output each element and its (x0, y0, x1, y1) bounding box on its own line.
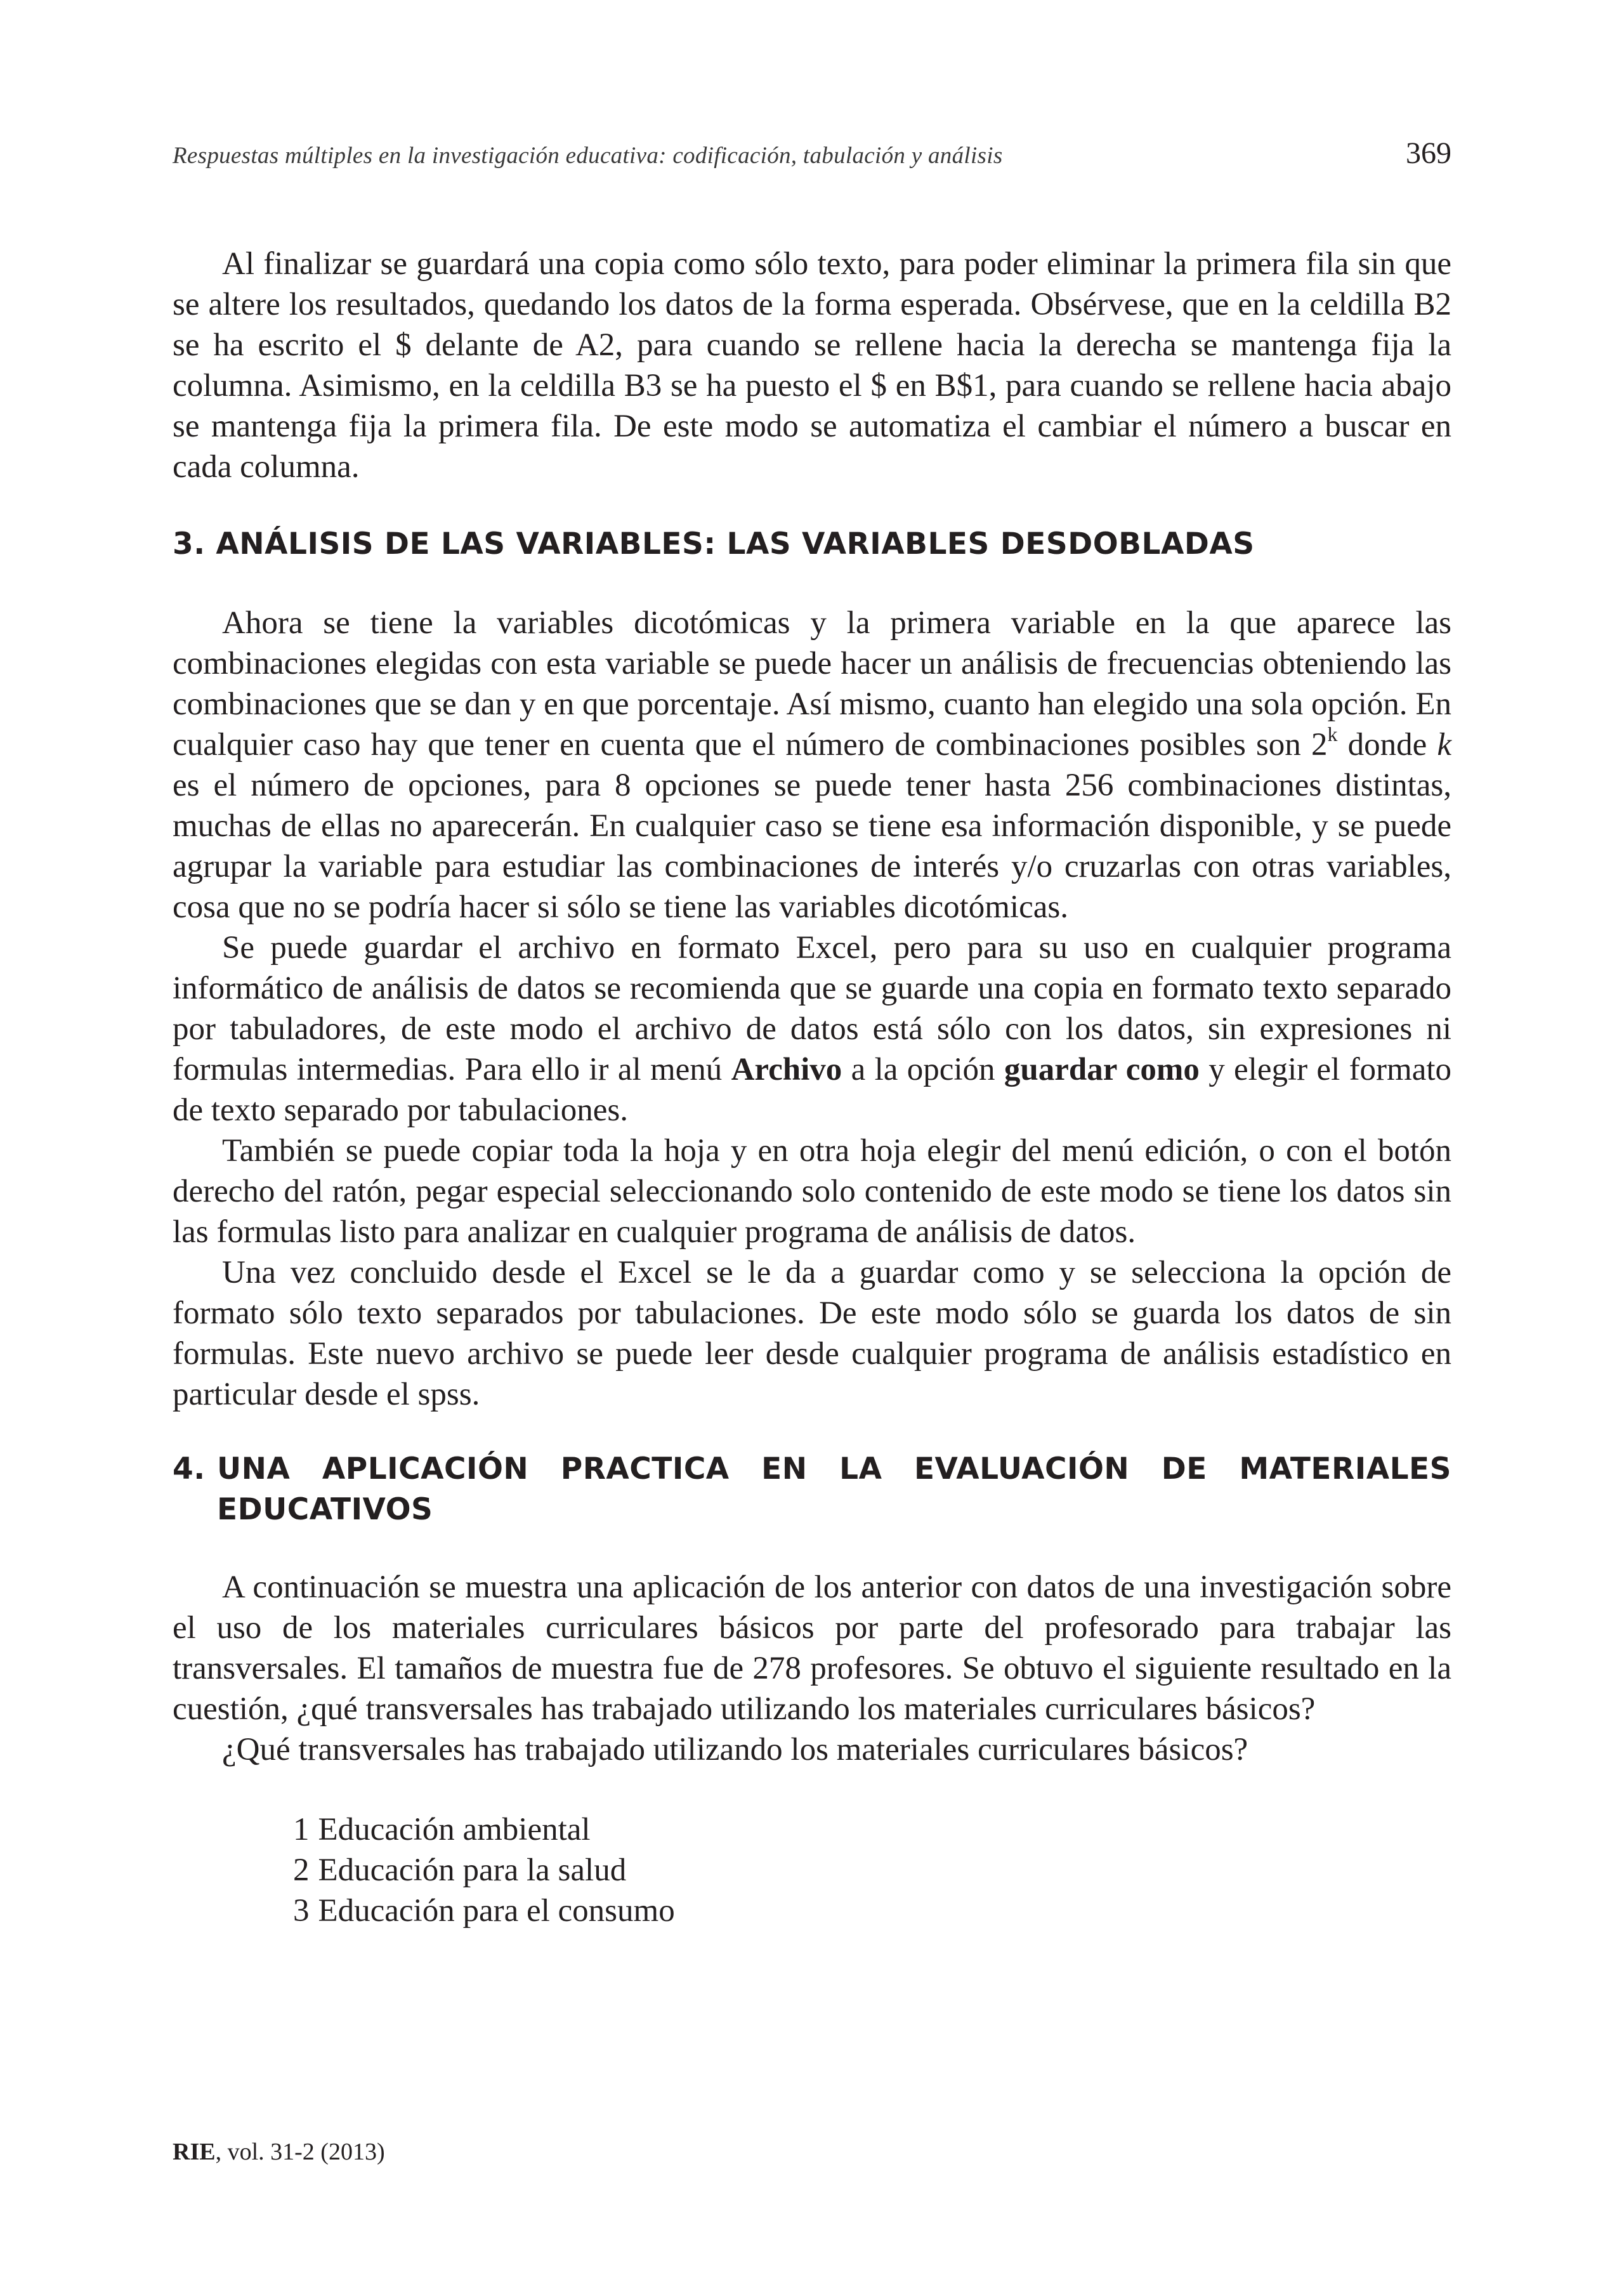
list-item (173, 1850, 1451, 1891)
main-content (173, 244, 1451, 1931)
options-list (173, 1809, 1451, 1931)
paragraph-3-text-c: y elegir el formato de texto separado por tabulaciones. (173, 1052, 1452, 1128)
section-4-title: UNA APLICACIÓN PRACTICA EN LA EVALUACIÓN DE MATERIALES EDUCATIVOS (217, 1452, 1451, 1527)
italic-k: k (1437, 727, 1452, 763)
page-footer (173, 2138, 385, 2166)
option-label: Educación ambiental (318, 1812, 591, 1847)
menu-archivo-bold: Archivo (731, 1052, 842, 1087)
page-number: 369 (1406, 136, 1451, 170)
option-number: 1 (293, 1812, 310, 1847)
paragraph-4: También se puede copiar toda la hoja y en otra hoja elegir del menú edición, o con el botón derecho del ratón, pegar especial seleccionando solo contenido de este modo se tiene los datos sin las formulas listo para analizar en cualquier programa de análisis de datos. (173, 1133, 1451, 1250)
paragraph-3-text-b: a la opción (842, 1052, 1004, 1087)
paragraph-2-text-c: es el número de opciones, para 8 opciones se puede tener hasta 256 combinaciones distintas, muchas de ellas no aparecerán. En cualquier caso se tiene esa información disponible, y se puede agrupar la variable para estudiar las combinaciones de interés y/o cruzarlas con otras variables, cosa que no se podría hacer si sólo se tiene las variables dicotómicas. (173, 768, 1451, 925)
paragraph-2-text-b: donde (1337, 727, 1437, 763)
survey-question: ¿Qué transversales has trabajado utilizando los materiales curriculares básicos? (222, 1732, 1248, 1767)
paragraph-6: A continuación se muestra una aplicación de los anterior con datos de una investigación sobre el uso de los materiales curriculares básicos por parte del profesorado para trabajar las transversales. El tamaños de muestra fue de 278 profesores. Se obtuvo el siguiente resultado en la cuestión, ¿qué transversales has trabajado utilizando los materiales curriculares básicos? (173, 1570, 1451, 1727)
guardar-como-bold: guardar como (1004, 1052, 1200, 1087)
paragraph-2 (173, 603, 1451, 927)
section-3-heading: 3. ANÁLISIS DE LAS VARIABLES: LAS VARIABLES DESDOBLADAS (173, 527, 1255, 561)
section-4-heading (173, 1449, 1451, 1530)
paragraph-2-text-a: Ahora se tiene la variables dicotómicas y la primera variable en la que aparece las combinaciones elegidas con esta variable se puede hacer un análisis de frecuencias obteniendo las combinaciones que se dan y en que porcentaje. Así mismo, cuanto han elegido una sola opción. En cualquier caso hay que tener en cuenta que el número de combinaciones posibles son 2 (173, 605, 1451, 763)
list-item (173, 1809, 1451, 1850)
list-item (173, 1891, 1451, 1931)
superscript-k: k (1327, 723, 1338, 745)
paragraph-3-text-a: Se puede guardar el archivo en formato Excel, pero para su uso en cualquier programa informático de análisis de datos se recomienda que se guarde una copia en formato texto separado por tabuladores, de este modo el archivo de datos está sólo con los datos, sin expresiones ni formulas intermedias. Para ello ir al menú (173, 930, 1451, 1087)
journal-name: RIE (173, 2139, 216, 2165)
option-label: Educación para la salud (318, 1852, 627, 1888)
journal-volume: , vol. 31-2 (2013) (215, 2139, 385, 2165)
running-title: Respuestas múltiples en la investigación educativa: codificación, tabulación y análisis (173, 143, 1003, 169)
option-label: Educación para el consumo (318, 1893, 675, 1929)
section-4-number: 4. (173, 1452, 206, 1486)
option-number: 2 (293, 1852, 310, 1888)
paragraph-3 (173, 927, 1451, 1131)
paragraph-5: Una vez concluido desde el Excel se le da a guardar como y se selecciona la opción de formato sólo texto separados por tabulaciones. De este modo sólo se guarda los datos de sin formulas. Este nuevo archivo se puede leer desde cualquier programa de análisis estadístico en particular desde el spss. (173, 1255, 1451, 1412)
paragraph-1: Al finalizar se guardará una copia como sólo texto, para poder eliminar la primera fila sin que se altere los resultados, quedando los datos de la forma esperada. Obsérvese, que en la celdilla B2 se ha escrito el $ delante de A2, para cuando se rellene hacia la derecha se mantenga fija la columna. Asimismo, en la celdilla B3 se ha puesto el $ en B$1, para cuando se rellene hacia abajo se mantenga fija la primera fila. De este modo se automatiza el cambiar el número a buscar en cada columna. (173, 246, 1451, 485)
option-number: 3 (293, 1893, 310, 1929)
running-header (173, 136, 1451, 174)
